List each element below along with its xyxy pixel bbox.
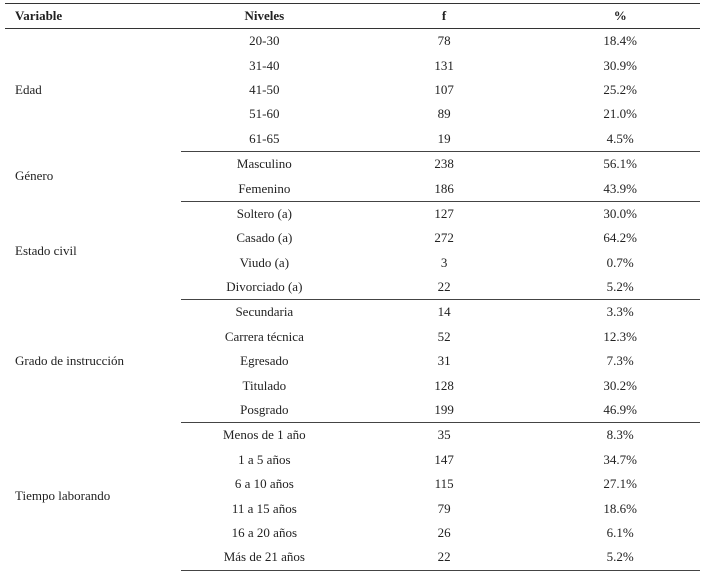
f-cell: 147 (434, 451, 454, 467)
pct-cell: 8.3% (606, 427, 634, 443)
nivel-cell: 16 a 20 años (231, 525, 298, 540)
pct-cell: 30.2% (603, 377, 637, 393)
pct-cell: 4.5% (540, 127, 700, 152)
pct-cell: 18.4% (603, 33, 637, 49)
f-cell: 14 (437, 304, 451, 320)
nivel-cell: Casado (a) (236, 230, 293, 246)
pct-cell: 5.2% (540, 275, 700, 300)
f-cell: 78 (437, 33, 451, 49)
nivel-cell: Posgrado (181, 398, 348, 423)
table-row (5, 201, 700, 226)
pct-cell: 21.0% (603, 106, 637, 122)
f-cell: 52 (437, 328, 451, 344)
nivel-cell: Divorciado (a) (181, 275, 348, 300)
f-cell: 128 (434, 377, 454, 393)
table-row (5, 423, 700, 448)
header-pct: % (540, 4, 700, 29)
f-cell: 115 (434, 476, 454, 492)
nivel-cell: Egresado (240, 353, 289, 369)
table-row (5, 300, 700, 325)
f-cell: 186 (348, 176, 541, 201)
nivel-cell: Más de 21 años (181, 545, 348, 570)
header-f: f (348, 4, 541, 29)
table-row (5, 151, 700, 176)
f-cell: 79 (437, 500, 451, 516)
variable-cell: Edad (15, 82, 42, 98)
nivel-cell: 51-60 (249, 106, 280, 122)
pct-cell: 30.0% (603, 205, 637, 221)
f-cell: 131 (434, 57, 454, 73)
f-cell: 31 (437, 353, 451, 369)
pct-cell: 34.7% (603, 451, 637, 467)
table-body (5, 29, 700, 571)
f-cell: 89 (437, 106, 451, 122)
pct-cell: 46.9% (540, 398, 700, 423)
nivel-cell: 41-50 (249, 81, 280, 97)
nivel-cell: 31-40 (249, 57, 280, 73)
nivel-cell: Femenino (181, 176, 348, 201)
f-cell: 35 (437, 427, 451, 443)
header-niveles: Niveles (181, 4, 348, 29)
pct-cell: 43.9% (540, 176, 700, 201)
f-cell: 272 (434, 230, 454, 246)
pct-cell: 5.2% (540, 545, 700, 570)
demographics-table (5, 3, 700, 571)
pct-cell: 64.2% (603, 230, 637, 246)
table-row (5, 29, 700, 54)
nivel-cell: Masculino (236, 156, 292, 172)
f-cell: 107 (434, 81, 454, 97)
nivel-cell: Secundaria (235, 304, 294, 320)
f-cell: 19 (348, 127, 541, 152)
nivel-cell: Soltero (a) (236, 205, 292, 221)
pct-cell: 27.1% (603, 476, 637, 492)
f-cell: 127 (434, 205, 454, 221)
nivel-cell: 61-65 (181, 127, 348, 152)
f-cell: 238 (434, 156, 454, 172)
nivel-cell: Menos de 1 año (222, 427, 306, 443)
variable-cell: Género (15, 168, 54, 184)
f-cell: 199 (348, 398, 541, 423)
f-cell: 26 (437, 525, 451, 540)
nivel-cell: 6 a 10 años (234, 476, 294, 492)
variable-cell: Grado de instrucción (15, 353, 125, 369)
nivel-cell: 11 a 15 años (231, 500, 297, 516)
pct-cell: 18.6% (603, 500, 637, 516)
variable-cell: Estado civil (15, 242, 77, 258)
pct-cell: 6.1% (606, 525, 634, 540)
f-cell: 3 (440, 254, 448, 270)
header-row (5, 4, 700, 29)
nivel-cell: Titulado (242, 377, 287, 393)
pct-cell: 7.3% (606, 353, 634, 369)
pct-cell: 56.1% (603, 156, 637, 172)
pct-cell: 0.7% (606, 254, 634, 270)
pct-cell: 25.2% (603, 81, 637, 97)
pct-cell: 30.9% (603, 57, 637, 73)
f-cell: 22 (348, 545, 541, 570)
nivel-cell: 20-30 (249, 33, 280, 49)
nivel-cell: Viudo (a) (239, 254, 290, 270)
pct-cell: 12.3% (603, 328, 637, 344)
nivel-cell: Carrera técnica (224, 328, 304, 344)
f-cell: 22 (348, 275, 541, 300)
pct-cell: 3.3% (606, 304, 634, 320)
header-variable: Variable (5, 4, 181, 29)
variable-cell: Tiempo laborando (15, 488, 111, 504)
nivel-cell: 1 a 5 años (238, 451, 291, 467)
